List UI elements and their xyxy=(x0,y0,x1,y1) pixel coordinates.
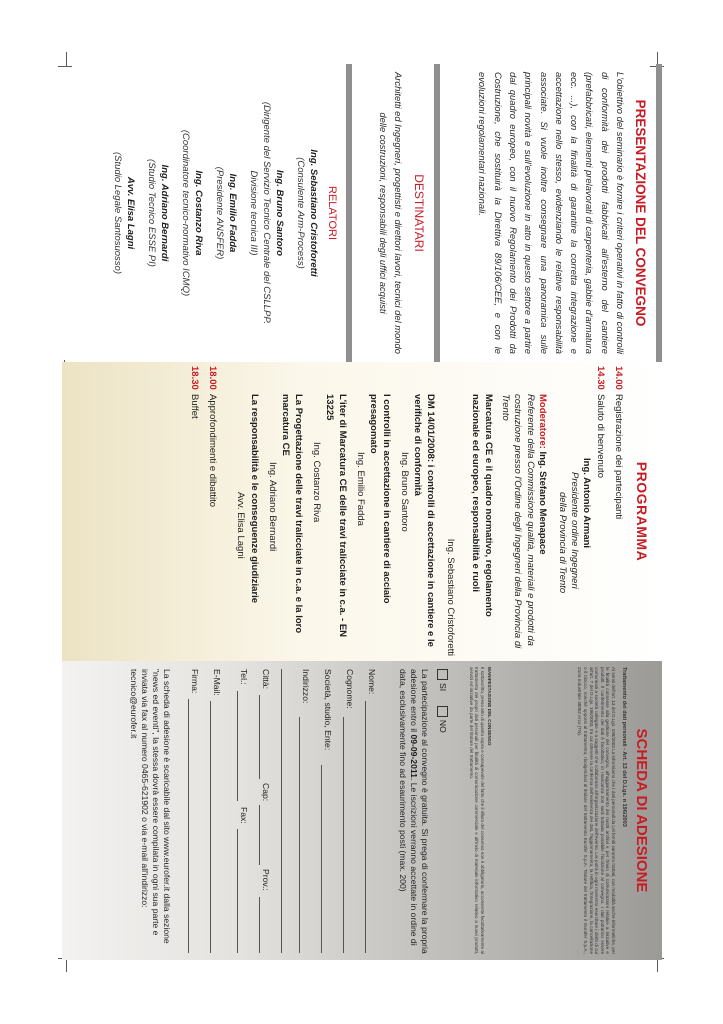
talk-title: La responsabilità e le conseguenze giudiziarie xyxy=(249,394,260,604)
panel-presentazione xyxy=(62,64,662,362)
cognome-label: Cognome: xyxy=(345,669,355,709)
participation-note xyxy=(397,669,430,955)
relatori-title: RELATORI xyxy=(326,186,338,240)
destinatari-body: Architetti ed Ingegneri, progettisti e direttori lavori, tecnici del mondo delle costruzioni, responsabili degli uffici acquisti xyxy=(377,72,404,354)
talk-title: I controlli in accettazione in cantiere di acciaio presagomato xyxy=(368,394,392,604)
privacy-title: Trattamento dei dati personali - Art. 13 del D.Lgs. n 196/2003 xyxy=(621,667,627,827)
programma-item: Approfondimenti e dibattito xyxy=(207,394,218,508)
talk-title: Marcatura CE e il quadro normativo, regolamento nazionale ed europeo, responsabilità e ruoli xyxy=(470,394,494,617)
consent-choice xyxy=(437,669,448,733)
citta-field[interactable] xyxy=(259,695,260,779)
speaker-armani-role: Presidente ordine Ingegneri xyxy=(569,472,580,589)
relatore-name: Ing. Adriano Bernardi xyxy=(159,164,170,262)
cognome-field[interactable] xyxy=(343,717,344,953)
relatore-role: (Presidente ANSFER) xyxy=(214,166,225,260)
speaker-armani-role: della Provincia di Trento xyxy=(557,492,568,594)
talk-title: L'iter di Marcatura CE delle travi tralicciate in c.a. - EN 13225 xyxy=(324,394,348,638)
consent-title: MANIFESTAZIONE DEL CONSENSO xyxy=(487,667,492,746)
no-label: NO xyxy=(438,719,448,733)
nome-field[interactable] xyxy=(365,701,366,953)
firma-field[interactable] xyxy=(188,699,189,953)
privacy-text: Ai sensi dell'art. 13 del D.Lgs. 196/2003 La informiamo che i dati personali da Lei forniti saranno trattati, con modalità anche informatiche, per le finalità connesse alla gestione del convegno, all'aggiornamento dei nostri archivi e per l'invio di comunicazioni relative a iniziative e prodotti. Il conferimento dei dati è facoltativo; in mancanza non sarà tuttavia possibile l'iscrizione al convegno. I dati potranno essere comunicati a società collegate e a soggetti che collaborano all'organizzazione dell'evento. Lei potrà in ogni momento esercitare i diritti di cui all'art. 7 del D.Lgs. 196/2003, tra cui ottenere la conferma dell'esistenza dei dati, l'aggiornamento, la rettifica, l'integrazione, la cancellazione o il blocco, nonché opporsi al trattamento, rivolgendosi al titolare del trattamento Eurofer S.p.A. Titolare del trattamento è Eurofer S.p.A., Zona Industriale 38062 Arco (TN). xyxy=(577,667,616,954)
relatore-name: Ing. Bruno Santoro xyxy=(274,169,285,257)
cap-field[interactable] xyxy=(259,805,260,865)
programma-item: Registrazione dei partecipanti xyxy=(613,394,624,520)
moderatore-line xyxy=(536,394,549,654)
time-label: 18.30 xyxy=(189,366,200,390)
relatore-name: Ing. Costanzo Riva xyxy=(193,170,204,256)
header-bar xyxy=(656,64,662,362)
relatore-name: Ing. Sebastiano Cristoforetti xyxy=(308,149,319,277)
email-label: E-Mail: xyxy=(212,669,222,696)
citta-label: Città: xyxy=(261,669,271,690)
relatore xyxy=(145,64,171,362)
talk-speaker: Ing. Sebastiano Cristoforetti xyxy=(445,538,456,656)
si-label: SI xyxy=(438,683,448,692)
scheda-title: SCHEDA DI ADESIONE xyxy=(633,728,650,893)
indirizzo-field-2[interactable] xyxy=(281,669,282,953)
talk-speaker: Ing. Bruno Santoro xyxy=(399,452,410,532)
cap-label: Cap: xyxy=(261,783,271,802)
header-bar xyxy=(434,64,440,362)
relatore-role: (Coordinatore tecnico-normativo ICMQ) xyxy=(180,129,191,297)
talk-title: DM 14/01/2008: i controlli di accettazione in cantiere e le verifiche di conformità xyxy=(412,394,436,647)
participation-note-text: La partecipazione al convegno è gratuita. Si prega di confermare la propria adesione entro il xyxy=(409,669,430,954)
firma-label: Firma: xyxy=(190,669,200,694)
relatore xyxy=(247,64,286,362)
relatore-role: (Studio Legale Santosuosso) xyxy=(112,152,123,274)
prov-field[interactable] xyxy=(259,897,260,953)
societa-field[interactable] xyxy=(321,765,322,953)
relatore xyxy=(111,64,137,362)
talk-speaker: Ing. Adriano Bernardi xyxy=(267,462,278,552)
tel-field[interactable] xyxy=(237,691,238,801)
scheda-footer: La scheda di adesione è scaricabile dal sito www.eurofer.it dalla sezione "news ed eventi", la stessa dovrà essere compilata in ogni sua parte e inviata via fax al numero 0465-621902 o via e-mail all'indirizzo: tecnico@eurofer.it xyxy=(129,669,172,944)
relatore xyxy=(294,64,320,362)
crop-mark xyxy=(657,958,658,972)
email-field[interactable] xyxy=(210,701,211,953)
societa-label: Società, studio, Ente: xyxy=(323,669,333,751)
presentazione-title: PRESENTAZIONE DEL CONVEGNO xyxy=(633,99,648,327)
relatore-role: (Studio Tecnico ESSE PI) xyxy=(146,159,157,267)
programma-title: PROGRAMMA xyxy=(634,461,650,562)
talk-speaker: Avv. Elisa Lagni xyxy=(235,492,246,559)
relatore xyxy=(179,64,205,362)
deadline-date: 09-09-2011 xyxy=(409,734,419,778)
destinatari-title: DESTINATARI xyxy=(412,174,426,252)
relatore-role: (Consulente Arm-Process) xyxy=(295,157,306,269)
relatore-name: Ing. Emilio Fadda xyxy=(227,173,238,253)
consent-text: Il sottoscritto, preso atto di quanto sopra e consapevole del fatto che il rifiuto del consenso non è obbligatorio, acconsente facoltativamente al trattamento dei propri dati personali per finalità di comunicazione commerciale e all'invio di materiale informativo relativo a nuovi prodotti, servizi ed iniziative da parte del titolare del trattamento. xyxy=(468,667,485,954)
brochure-canvas xyxy=(62,64,662,960)
relatore xyxy=(213,64,239,362)
programma-item: Saluto di benvenuto xyxy=(595,394,606,478)
speaker-armani: Ing. Antonio Armani xyxy=(581,458,592,549)
talk-speaker: Ing. Costanzo Riva xyxy=(311,442,322,523)
time-label: 18.00 xyxy=(207,366,218,390)
fax-label: Fax: xyxy=(239,807,249,824)
relatori-list xyxy=(103,64,320,362)
indirizzo-label: Indirizzo: xyxy=(301,669,311,704)
talk-speaker: Ing. Emilio Fadda xyxy=(355,452,366,526)
moderatore-label: Moderatore: xyxy=(537,394,548,449)
presentazione-body: L'obiettivo del seminario è fornire i criteri operativi in fatto di controlli di conformità dei prodotti fabbricati all'esterno del cantiere (prefabbricati, elementi prelavorati di carpenteria, gabbie d'armatura ecc. ...), con la finalità di garantire la corretta integrazione e accettazione nello stesso, evidenziando le relative responsabilità associate. Si vuole inoltre consegnare una panoramica sulle principali novità e sull'evoluzione in atto in questo settore a partire dal quadro europeo, con il nuovo Regolamento dei Prodotti da Costruzione, che sostituirà la Direttiva 89/106/CEE, e con le evoluzioni regolamentari nazionali. xyxy=(477,72,626,354)
si-checkbox[interactable] xyxy=(437,669,448,680)
talk-title: La Progettazione delle travi tralicciate in c.a. e la loro marcatura CE xyxy=(280,394,304,634)
no-checkbox[interactable] xyxy=(437,706,448,717)
fax-field[interactable] xyxy=(237,829,238,953)
indirizzo-field[interactable] xyxy=(299,717,300,953)
time-label: 14.00 xyxy=(613,366,624,390)
crop-mark xyxy=(66,958,67,972)
panel-programma xyxy=(62,362,662,661)
relatore-name: Avv. Elisa Lagni xyxy=(125,176,136,250)
relatore-role: (Dirigente del Servizio Tecnico Centrale del CSLLPP. Divisione tecnica III) xyxy=(248,101,272,325)
prov-label: Prov.: xyxy=(261,869,271,891)
moderatore-name: Ing. Stefano Menapace xyxy=(537,448,548,555)
panel-scheda-adesione xyxy=(62,661,662,960)
moderatore-role: Referente della Commissione qualità, materiali e prodotti da costruzione presso l'Ordine degli Ingegneri della Provincia di Trento xyxy=(500,394,536,649)
header-bar xyxy=(346,64,352,362)
time-label: 14.30 xyxy=(595,366,606,390)
programma-item: Buffet xyxy=(189,394,200,419)
nome-label: Nome: xyxy=(367,669,377,695)
participation-note-text: . Le iscrizioni verranno accettate in ordine di data, esclusivamente fino ad esaurimento posti (max. 200) xyxy=(398,669,419,946)
tel-label: Tel.: xyxy=(239,669,249,685)
